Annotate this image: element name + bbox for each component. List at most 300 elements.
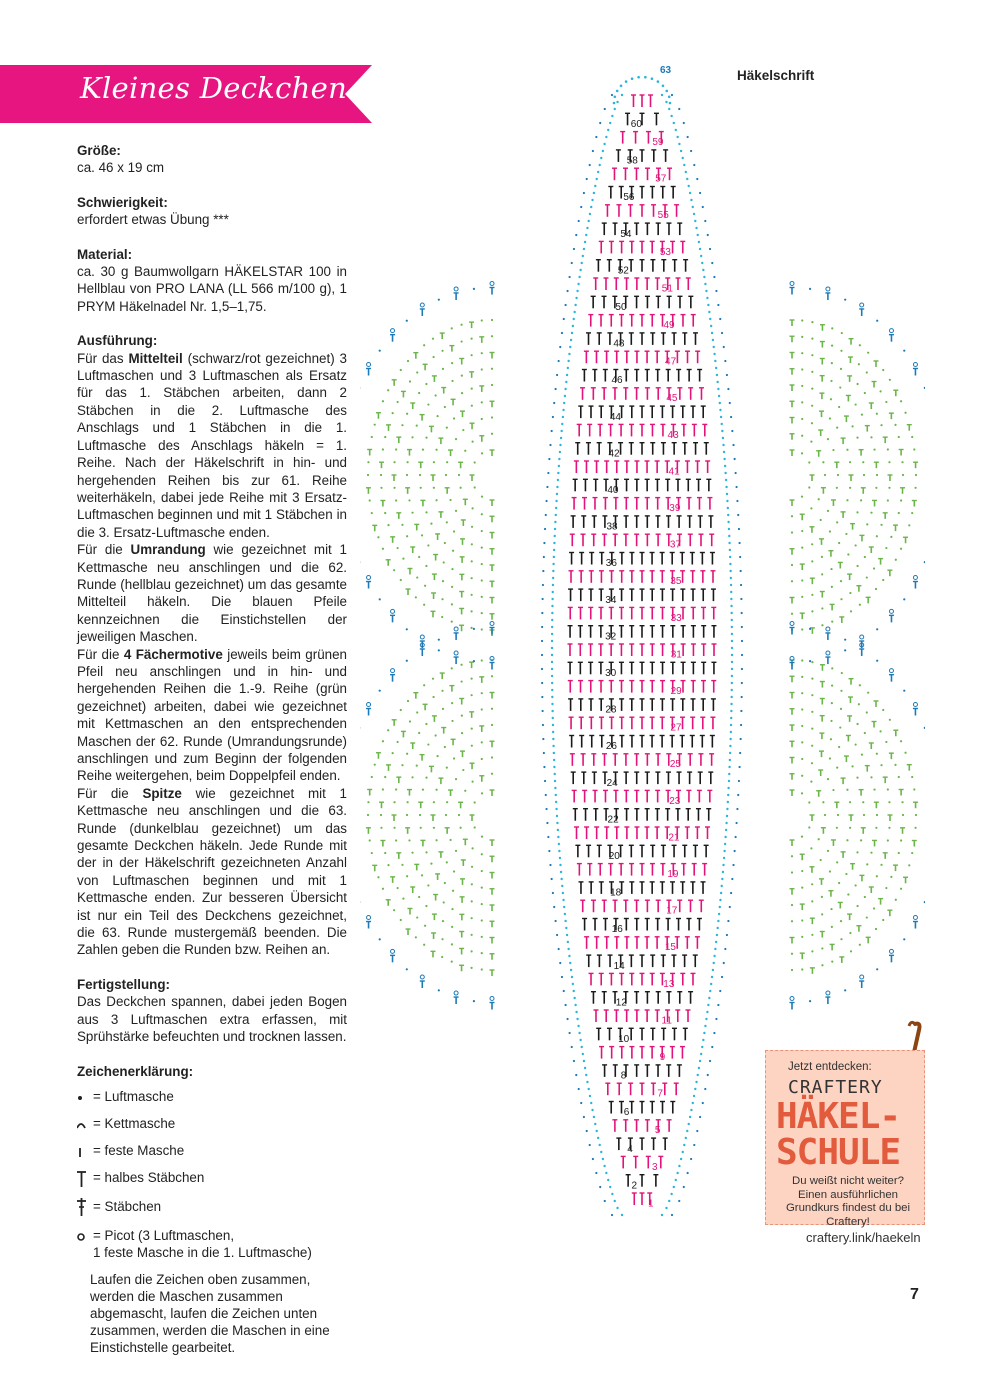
legend-text: = Kettmasche: [93, 1115, 347, 1132]
chain-dot: [374, 424, 376, 426]
edge-dot: [741, 696, 743, 698]
border-dot: [554, 521, 556, 523]
border-dot: [564, 920, 566, 922]
border-dot: [566, 934, 568, 936]
chain-dot: [395, 839, 397, 841]
edge-dot: [583, 192, 585, 194]
chain-dot: [889, 719, 891, 721]
chain-dot: [387, 864, 389, 866]
chain-dot: [407, 700, 409, 702]
chain-dot: [829, 530, 831, 532]
chain-dot: [481, 936, 483, 938]
chain-dot: [801, 870, 803, 872]
edge-dot: [699, 1116, 701, 1118]
chain-dot: [451, 327, 453, 329]
border-dot: [716, 381, 718, 383]
edge-dot: [734, 458, 736, 460]
border-dot: [692, 1102, 694, 1104]
edge-dot: [563, 318, 565, 320]
execution-paragraph-4: [77, 785, 347, 959]
border-dot: [572, 325, 574, 327]
chain-dot: [900, 888, 902, 890]
chain-dot: [369, 499, 371, 501]
edge-dot: [586, 178, 588, 180]
chain-dot: [400, 369, 402, 371]
edge-dot: [721, 332, 723, 334]
row-number: 37: [670, 540, 682, 551]
chain-dot: [801, 708, 803, 710]
border-dot: [616, 101, 618, 103]
section-material: [77, 246, 347, 316]
chain-dot: [411, 776, 413, 778]
border-dot: [579, 269, 581, 271]
edge-dot: [741, 668, 743, 670]
border-dot: [730, 731, 732, 733]
border-dot: [728, 542, 730, 544]
chain-dot: [864, 896, 866, 898]
chain-dot: [425, 511, 427, 513]
chain-dot: [824, 474, 826, 476]
chain-dot: [829, 417, 831, 419]
chain-dot: [818, 838, 820, 840]
border-dot: [551, 654, 553, 656]
tip-dot: [665, 90, 668, 93]
chain-dot: [827, 778, 829, 780]
border-dot: [551, 612, 553, 614]
chain-dot: [424, 925, 426, 927]
picot-mark: [913, 916, 917, 920]
chain-dot: [416, 765, 418, 767]
chain-dot: [433, 461, 435, 463]
edge-dot: [578, 220, 580, 222]
tip-dot: [614, 95, 617, 98]
chain-dot: [876, 413, 878, 415]
border-dot: [705, 1018, 707, 1020]
p3-bold: 4 Fächermotive: [124, 647, 223, 662]
border-dot: [596, 178, 598, 180]
row-number: 13: [663, 979, 675, 990]
p3-pre: Für die: [77, 647, 124, 662]
chain-dot: [829, 870, 831, 872]
chain-dot: [900, 548, 902, 550]
chain-dot: [903, 598, 905, 600]
chain-dot: [840, 920, 842, 922]
chain-dot: [451, 603, 453, 605]
chain-dot: [870, 512, 872, 514]
border-dot: [724, 465, 726, 467]
border-dot: [552, 738, 554, 740]
chain-dot: [451, 667, 453, 669]
edge-dot: [571, 1046, 573, 1048]
border-dot: [609, 122, 611, 124]
chain-dot: [801, 530, 803, 532]
chain-dot: [441, 598, 443, 600]
edge-dot: [730, 892, 732, 894]
chain-dot: [908, 524, 910, 526]
chain-dot: [866, 576, 868, 578]
chain-dot: [451, 908, 453, 910]
row-number: 40: [607, 485, 619, 496]
chain-dot: [880, 764, 882, 766]
chain-dot: [876, 660, 878, 662]
chain-dot: [873, 448, 875, 450]
border-dot: [564, 388, 566, 390]
chain-dot: [827, 438, 829, 440]
chain-dot: [471, 388, 473, 390]
border-dot: [611, 115, 613, 117]
chain-dot: [801, 919, 803, 921]
chain-dot: [801, 418, 803, 420]
edge-dot: [729, 402, 731, 404]
chain-dot: [827, 510, 829, 512]
chain-dot: [889, 379, 891, 381]
tip-dot: [651, 77, 654, 80]
border-dot: [693, 213, 695, 215]
picot-mark: [454, 287, 458, 291]
edge-dot: [553, 402, 555, 404]
ad-link[interactable]: craftery.link/haekeln: [806, 1230, 921, 1245]
edge-dot: [558, 948, 560, 950]
chain-dot: [471, 354, 473, 356]
border-dot: [553, 752, 555, 754]
chain-dot: [830, 398, 832, 400]
chain-dot: [473, 660, 475, 662]
chain-dot: [382, 448, 384, 450]
border-dot: [724, 472, 726, 474]
chain-dot: [471, 694, 473, 696]
edge-dot: [713, 1032, 715, 1034]
chain-dot: [481, 628, 483, 630]
chain-dot: [384, 852, 386, 854]
chain-dot: [481, 919, 483, 921]
chain-dot: [880, 424, 882, 426]
chain-dot: [481, 952, 483, 954]
border-dot: [673, 1186, 675, 1188]
chain-dot: [443, 901, 445, 903]
chain-dot: [481, 853, 483, 855]
chain-dot: [481, 547, 483, 549]
chain-dot: [371, 776, 373, 778]
chain-dot: [820, 859, 822, 861]
chain-dot: [810, 441, 812, 443]
border-dot: [719, 906, 721, 908]
chain-dot: [811, 560, 813, 562]
edge-dot: [592, 150, 594, 152]
material-heading: Material:: [77, 246, 347, 263]
border-dot: [551, 605, 553, 607]
chain-dot: [870, 776, 872, 778]
chain-dot: [849, 932, 851, 934]
picot-mark: [826, 991, 830, 995]
border-dot: [573, 990, 575, 992]
border-dot: [559, 857, 561, 859]
chain-dot: [801, 319, 803, 321]
border-dot: [597, 1137, 599, 1139]
chain-dot: [451, 380, 453, 382]
chain-dot: [880, 864, 882, 866]
chain-dot: [831, 362, 833, 364]
chain-dot: [491, 368, 493, 370]
border-dot: [713, 353, 715, 355]
border-dot: [714, 360, 716, 362]
chain-dot: [367, 801, 369, 803]
legend-item: [77, 1198, 347, 1227]
picot-mark: [490, 997, 494, 1001]
chain-dot: [859, 344, 861, 346]
chain-dot: [821, 573, 823, 575]
border-dot: [707, 304, 709, 306]
chain-dot: [427, 544, 429, 546]
row-number: 43: [668, 430, 680, 441]
edge-dot: [542, 738, 544, 740]
chain-dot: [461, 375, 463, 377]
border-dot: [700, 255, 702, 257]
picot-mark: [913, 702, 917, 706]
picot-mark: [913, 576, 917, 580]
chain-dot: [446, 861, 448, 863]
chain-dot: [811, 422, 813, 424]
chain-dot: [856, 851, 858, 853]
chain-dot: [392, 412, 394, 414]
chain-dot: [438, 299, 440, 301]
border-dot: [564, 395, 566, 397]
chain-dot: [866, 523, 868, 525]
edge-dot: [542, 584, 544, 586]
chain-dot: [904, 752, 906, 754]
edge-dot: [544, 780, 546, 782]
chain-dot: [831, 961, 833, 963]
chain-dot: [461, 392, 463, 394]
edge-dot: [583, 1116, 585, 1118]
chain-dot: [481, 659, 483, 661]
edge-dot: [721, 976, 723, 978]
border-dot: [722, 444, 724, 446]
border-dot: [616, 1207, 618, 1209]
chain-dot: [442, 580, 444, 582]
chain-dot: [367, 474, 369, 476]
chain-dot: [801, 579, 803, 581]
legend-text: = Stäbchen: [93, 1198, 347, 1215]
ad-brand: CRAFTERY: [788, 1077, 883, 1098]
border-dot: [585, 1074, 587, 1076]
border-dot: [727, 794, 729, 796]
row-number: 53: [660, 247, 672, 258]
border-dot: [555, 507, 557, 509]
chain-dot: [846, 499, 848, 501]
chain-dot: [444, 542, 446, 544]
border-dot: [555, 514, 557, 516]
chain-dot: [441, 350, 443, 352]
border-dot: [700, 1053, 702, 1055]
edge-dot: [671, 94, 673, 96]
border-dot: [586, 1081, 588, 1083]
chain-dot: [481, 792, 483, 794]
border-dot: [600, 157, 602, 159]
border-dot: [611, 1193, 613, 1195]
tip-dot: [644, 76, 647, 79]
chain-dot: [850, 950, 852, 952]
craftery-ad[interactable]: [765, 1050, 925, 1225]
chain-dot: [471, 745, 473, 747]
edge-dot: [735, 486, 737, 488]
border-dot: [727, 521, 729, 523]
edge-dot: [545, 500, 547, 502]
edge-dot: [696, 178, 698, 180]
border-dot: [729, 549, 731, 551]
row-number: 8: [621, 1071, 627, 1082]
chain-dot: [379, 598, 381, 600]
edge-dot: [571, 262, 573, 264]
chain-dot: [402, 898, 404, 900]
border-dot: [575, 297, 577, 299]
border-dot: [575, 1011, 577, 1013]
border-dot: [593, 192, 595, 194]
chain-dot: [419, 814, 421, 816]
border-dot: [731, 640, 733, 642]
chain-dot: [841, 672, 843, 674]
border-dot: [725, 822, 727, 824]
chain-dot: [445, 814, 447, 816]
border-dot: [551, 689, 553, 691]
border-dot: [554, 773, 556, 775]
chain-dot: [904, 412, 906, 414]
edge-dot: [542, 598, 544, 600]
edge-dot: [740, 738, 742, 740]
row-number: 25: [670, 759, 682, 770]
edge-dot: [727, 920, 729, 922]
border-dot: [728, 766, 730, 768]
border-dot: [560, 878, 562, 880]
chain-dot: [471, 917, 473, 919]
edge-dot: [732, 864, 734, 866]
border-dot: [559, 864, 561, 866]
chain-dot: [393, 909, 395, 911]
edge-dot: [704, 1088, 706, 1090]
edge-dot: [741, 612, 743, 614]
chain-dot: [911, 436, 913, 438]
edge-dot: [707, 234, 709, 236]
chain-dot: [924, 901, 925, 903]
border-dot: [602, 150, 604, 152]
border-dot: [603, 1165, 605, 1167]
border-dot: [557, 472, 559, 474]
chain-dot: [453, 757, 455, 759]
chain-dot: [838, 542, 840, 544]
border-dot: [589, 1095, 591, 1097]
border-dot: [579, 1039, 581, 1041]
chain-dot: [395, 499, 397, 501]
chain-dot: [471, 934, 473, 936]
edge-dot: [565, 1004, 567, 1006]
section-difficulty: [77, 194, 347, 229]
edge-dot: [559, 346, 561, 348]
chain-dot: [791, 920, 793, 922]
picot-mark: [826, 651, 830, 655]
border-dot: [558, 465, 560, 467]
chain-dot: [903, 938, 905, 940]
border-dot: [703, 276, 705, 278]
chain-dot: [441, 938, 443, 940]
cross-icon: [77, 1198, 93, 1215]
chain-dot: [416, 371, 418, 373]
border-dot: [728, 773, 730, 775]
edge-dot: [542, 710, 544, 712]
legend-item: [77, 1169, 347, 1198]
chain-dot: [801, 741, 803, 743]
border-dot: [676, 136, 678, 138]
chain-dot: [397, 547, 399, 549]
chain-dot: [458, 474, 460, 476]
chain-dot: [401, 424, 403, 426]
picot-mark: [454, 627, 458, 631]
chain-dot: [830, 720, 832, 722]
chain-dot: [380, 474, 382, 476]
chain-dot: [491, 433, 493, 435]
chain-dot: [821, 624, 823, 626]
chain-dot: [430, 523, 432, 525]
chain-dot: [801, 836, 803, 838]
row-number: 2: [631, 1180, 637, 1191]
chain-dot: [801, 452, 803, 454]
border-dot: [730, 605, 732, 607]
border-dot: [676, 1172, 678, 1174]
border-dot: [572, 983, 574, 985]
border-dot: [558, 850, 560, 852]
chain-dot: [844, 989, 846, 991]
border-dot: [731, 654, 733, 656]
border-dot: [577, 283, 579, 285]
border-dot: [695, 1081, 697, 1083]
chain-dot: [453, 870, 455, 872]
border-dot: [715, 941, 717, 943]
border-dot: [685, 1137, 687, 1139]
chain-dot: [900, 499, 902, 501]
chain-dot: [851, 425, 853, 427]
chain-dot: [438, 649, 440, 651]
chain-dot: [433, 827, 435, 829]
chain-dot: [415, 936, 417, 938]
edge-dot: [731, 430, 733, 432]
chain-dot: [811, 371, 813, 373]
chain-dot: [811, 354, 813, 356]
chain-dot: [801, 385, 803, 387]
chain-dot: [801, 401, 803, 403]
p3-post: jeweils beim grünen Pfeil neu anschlingen und in hin- und hergehenden Reihen die 1.-9. Reihe (grün gezeichnet) arbeiten, dabei wie gezeichnet mit Kettmaschen an den entsprechenden Maschen der 62. Runde (Umrandungsrunde) anschlingen und zum Beginn der folgenden Reihe weitergehen, beim Doppelpfeil enden.: [77, 647, 347, 784]
chain-dot: [451, 720, 453, 722]
border-dot: [567, 367, 569, 369]
chain-dot: [436, 755, 438, 757]
chain-dot: [420, 827, 422, 829]
chain-dot: [808, 486, 810, 488]
border-dot: [565, 927, 567, 929]
border-dot: [570, 969, 572, 971]
edge-dot: [541, 696, 543, 698]
chain-dot: [809, 288, 811, 290]
border-dot: [702, 269, 704, 271]
chain-dot: [406, 753, 408, 755]
chain-dot: [903, 350, 905, 352]
edge-dot: [717, 1004, 719, 1006]
edge-dot: [715, 290, 717, 292]
chain-dot: [474, 826, 476, 828]
edge-dot: [575, 234, 577, 236]
chain-dot: [425, 383, 427, 385]
edge-dot: [563, 990, 565, 992]
chain-dot: [481, 708, 483, 710]
picot-mark: [790, 622, 794, 626]
chain-dot: [427, 884, 429, 886]
border-dot: [562, 409, 564, 411]
